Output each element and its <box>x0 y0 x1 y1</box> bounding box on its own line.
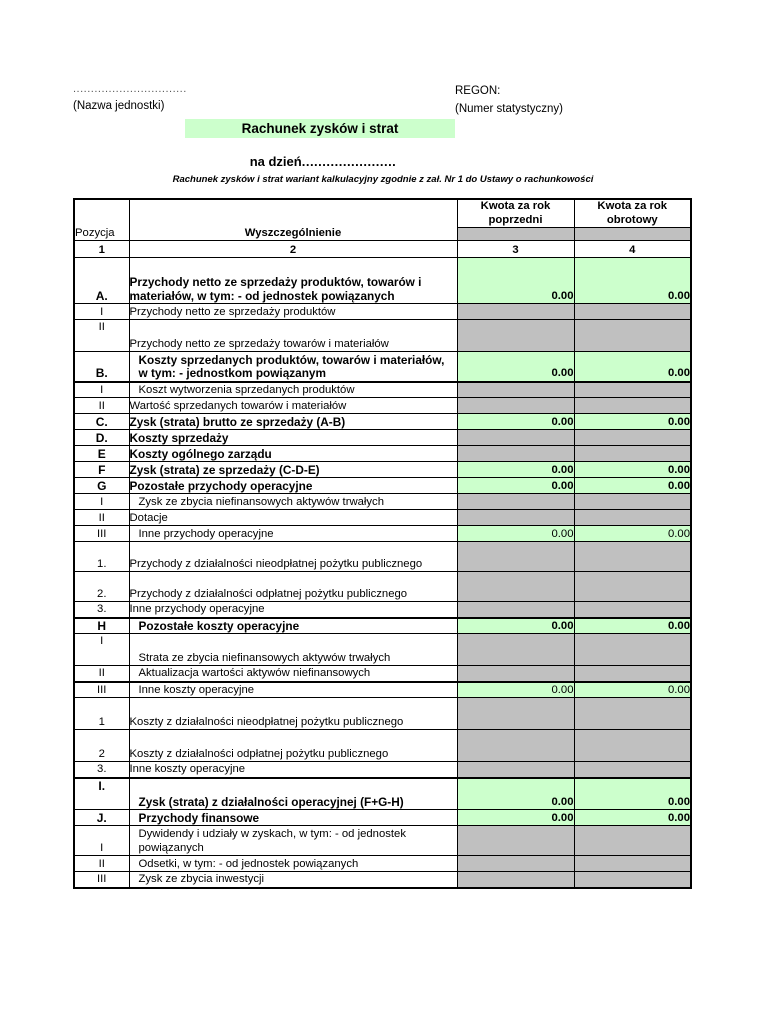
table-row <box>74 382 691 398</box>
table-row <box>74 542 691 572</box>
table-row <box>74 778 691 810</box>
row-description: Aktualizacja wartości aktywów niefinansowych <box>129 666 457 682</box>
row-position: III <box>74 872 129 888</box>
column-header-prev-year-line2: poprzedni <box>488 213 543 226</box>
row-amount-prev-year[interactable]: 0.00 <box>457 810 574 826</box>
table-row <box>74 762 691 778</box>
row-description: Koszty sprzedaży <box>129 430 457 446</box>
row-position: B. <box>74 352 129 382</box>
regon-sublabel: (Numer statystyczny) <box>455 103 563 115</box>
table-body <box>74 258 691 888</box>
row-amount-prev-year[interactable] <box>457 856 574 872</box>
row-amount-curr-year[interactable] <box>574 856 691 872</box>
column-number-prev-year: 3 <box>457 241 574 258</box>
row-position: C. <box>74 414 129 430</box>
row-amount-curr-year[interactable]: 0.00 <box>574 462 691 478</box>
row-amount-prev-year[interactable]: 0.00 <box>457 462 574 478</box>
row-description: Zysk ze zbycia inwestycji <box>129 872 457 888</box>
row-position: E <box>74 446 129 462</box>
row-amount-prev-year[interactable] <box>457 382 574 398</box>
row-description: Dotacje <box>129 510 457 526</box>
row-description: Przychody z działalności nieodpłatnej pożytku publicznego <box>129 542 457 572</box>
table-row <box>74 618 691 634</box>
row-amount-prev-year[interactable] <box>457 762 574 778</box>
row-amount-prev-year[interactable] <box>457 634 574 666</box>
table-row <box>74 258 691 304</box>
row-description: Odsetki, w tym: - od jednostek powiązanych <box>129 856 457 872</box>
profit-loss-table <box>73 198 692 889</box>
column-number-description: 2 <box>129 241 457 258</box>
header-spacer-prev-year <box>457 228 574 241</box>
row-position: D. <box>74 430 129 446</box>
as-of-date-line <box>73 154 573 169</box>
column-header-prev-year-line1: Kwota za rok <box>480 200 551 212</box>
row-amount-curr-year[interactable] <box>574 602 691 618</box>
row-amount-curr-year[interactable]: 0.00 <box>574 618 691 634</box>
row-amount-prev-year[interactable] <box>457 826 574 856</box>
table-row <box>74 462 691 478</box>
row-description: Zysk ze zbycia niefinansowych aktywów trwałych <box>129 494 457 510</box>
row-amount-curr-year[interactable] <box>574 304 691 320</box>
row-amount-curr-year[interactable] <box>574 730 691 762</box>
row-position: 2 <box>74 730 129 762</box>
row-amount-curr-year[interactable]: 0.00 <box>574 258 691 304</box>
table-row <box>74 810 691 826</box>
row-amount-prev-year[interactable] <box>457 730 574 762</box>
row-amount-curr-year[interactable] <box>574 634 691 666</box>
regon-label: REGON: <box>455 85 501 97</box>
row-amount-curr-year[interactable] <box>574 446 691 462</box>
column-header-description: Wyszczególnienie <box>129 199 457 241</box>
row-amount-curr-year[interactable] <box>574 872 691 888</box>
row-amount-curr-year[interactable] <box>574 762 691 778</box>
row-position: I <box>74 826 129 856</box>
row-amount-curr-year[interactable]: 0.00 <box>574 414 691 430</box>
table-row <box>74 414 691 430</box>
row-amount-prev-year[interactable] <box>457 666 574 682</box>
row-position: II <box>74 510 129 526</box>
row-amount-curr-year[interactable] <box>574 510 691 526</box>
row-description: Strata ze zbycia niefinansowych aktywów trwałych <box>129 634 457 666</box>
table-row <box>74 634 691 666</box>
row-amount-prev-year[interactable]: 0.00 <box>457 778 574 810</box>
row-amount-prev-year[interactable] <box>457 398 574 414</box>
row-position: II <box>74 666 129 682</box>
profit-loss-table-container <box>73 198 690 889</box>
row-position: 2. <box>74 572 129 602</box>
header-row-titles <box>74 199 691 228</box>
unit-name-dotted-line: ................................ <box>73 83 187 95</box>
table-row <box>74 352 691 382</box>
row-position: I <box>74 382 129 398</box>
row-description: Dywidendy i udziały w zyskach, w tym: - od jednostek powiązanych <box>129 826 457 856</box>
row-amount-prev-year[interactable] <box>457 872 574 888</box>
row-amount-curr-year[interactable] <box>574 666 691 682</box>
table-row <box>74 572 691 602</box>
row-position: H <box>74 618 129 634</box>
table-row <box>74 872 691 888</box>
table-row <box>74 526 691 542</box>
table-row <box>74 730 691 762</box>
row-position: 1 <box>74 698 129 730</box>
table-head <box>74 199 691 258</box>
row-position: J. <box>74 810 129 826</box>
row-amount-prev-year[interactable] <box>457 320 574 352</box>
table-row <box>74 320 691 352</box>
row-amount-prev-year[interactable]: 0.00 <box>457 526 574 542</box>
row-description: Inne przychody operacyjne <box>129 602 457 618</box>
row-amount-prev-year[interactable]: 0.00 <box>457 478 574 494</box>
row-amount-curr-year[interactable]: 0.00 <box>574 478 691 494</box>
table-row <box>74 478 691 494</box>
column-header-curr-year-line2: obrotowy <box>606 213 658 226</box>
row-amount-curr-year[interactable]: 0.00 <box>574 682 691 698</box>
row-amount-curr-year[interactable]: 0.00 <box>574 810 691 826</box>
row-description: Koszty z działalności odpłatnej pożytku publicznego <box>129 730 457 762</box>
row-amount-curr-year[interactable] <box>574 572 691 602</box>
row-amount-curr-year[interactable] <box>574 826 691 856</box>
header-spacer-curr-year <box>574 228 691 241</box>
row-amount-curr-year[interactable]: 0.00 <box>574 778 691 810</box>
row-position: 1. <box>74 542 129 572</box>
row-description: Inne koszty operacyjne <box>129 762 457 778</box>
row-description: Przychody netto ze sprzedaży produktów, towarów i materiałów, w tym: - od jednostek powiązanych <box>129 258 457 304</box>
row-description: Koszt wytworzenia sprzedanych produktów <box>129 382 457 398</box>
row-amount-prev-year[interactable] <box>457 430 574 446</box>
row-amount-curr-year[interactable] <box>574 494 691 510</box>
row-amount-curr-year[interactable] <box>574 320 691 352</box>
row-amount-curr-year[interactable] <box>574 542 691 572</box>
table-row <box>74 430 691 446</box>
row-amount-prev-year[interactable]: 0.00 <box>457 414 574 430</box>
row-description: Zysk (strata) brutto ze sprzedaży (A-B) <box>129 414 457 430</box>
row-description: Przychody finansowe <box>129 810 457 826</box>
row-amount-prev-year[interactable] <box>457 304 574 320</box>
row-description: Zysk (strata) ze sprzedaży (C-D-E) <box>129 462 457 478</box>
column-header-prev-year <box>457 199 574 228</box>
column-header-curr-year-line1: Kwota za rok <box>597 200 668 212</box>
row-amount-prev-year[interactable] <box>457 542 574 572</box>
row-description: Koszty ogólnego zarządu <box>129 446 457 462</box>
row-description: Koszty z działalności nieodpłatnej pożytku publicznego <box>129 698 457 730</box>
row-amount-prev-year[interactable] <box>457 510 574 526</box>
row-amount-prev-year[interactable]: 0.00 <box>457 258 574 304</box>
unit-name-block <box>73 84 403 114</box>
row-position: I <box>74 304 129 320</box>
document-header <box>73 84 693 194</box>
column-header-position: Pozycja <box>74 199 129 241</box>
column-number-curr-year: 4 <box>574 241 691 258</box>
table-row <box>74 602 691 618</box>
row-amount-curr-year[interactable] <box>574 430 691 446</box>
regon-block <box>455 84 695 117</box>
row-description: Inne koszty operacyjne <box>129 682 457 698</box>
as-of-dotted-line: ....................... <box>301 154 397 169</box>
row-position: F <box>74 462 129 478</box>
row-amount-prev-year[interactable]: 0.00 <box>457 352 574 382</box>
row-description: Przychody netto ze sprzedaży produktów <box>129 304 457 320</box>
row-position: II <box>74 320 129 352</box>
row-position: I <box>74 634 129 666</box>
row-amount-prev-year[interactable] <box>457 494 574 510</box>
row-position: III <box>74 682 129 698</box>
table-row <box>74 682 691 698</box>
row-description: Koszty sprzedanych produktów, towarów i materiałów, w tym: - jednostkom powiązanym <box>129 352 457 382</box>
row-position: A. <box>74 258 129 304</box>
row-amount-curr-year[interactable] <box>574 398 691 414</box>
row-position: II <box>74 398 129 414</box>
table-row <box>74 856 691 872</box>
table-row <box>74 826 691 856</box>
row-description: Pozostałe przychody operacyjne <box>129 478 457 494</box>
row-description: Przychody netto ze sprzedaży towarów i materiałów <box>129 320 457 352</box>
row-amount-curr-year[interactable]: 0.00 <box>574 352 691 382</box>
unit-name-label: (Nazwa jednostki) <box>73 100 165 112</box>
row-position: 3. <box>74 762 129 778</box>
header-row-numbers <box>74 241 691 258</box>
row-description: Zysk (strata) z działalności operacyjnej (F+G-H) <box>129 778 457 810</box>
table-row <box>74 398 691 414</box>
document-subtitle: Rachunek zysków i strat wariant kalkulacyjny zgodnie z zał. Nr 1 do Ustawy o rachunkowości <box>172 174 594 185</box>
row-description: Wartość sprzedanych towarów i materiałów <box>129 398 457 414</box>
table-row <box>74 304 691 320</box>
table-row <box>74 698 691 730</box>
row-amount-curr-year[interactable]: 0.00 <box>574 526 691 542</box>
row-position: I. <box>74 778 129 810</box>
row-position: 3. <box>74 602 129 618</box>
row-position: III <box>74 526 129 542</box>
table-row <box>74 446 691 462</box>
row-position: I <box>74 494 129 510</box>
table-row <box>74 494 691 510</box>
document-title: Rachunek zysków i strat <box>185 119 455 138</box>
row-amount-curr-year[interactable] <box>574 698 691 730</box>
column-header-curr-year <box>574 199 691 228</box>
column-number-position: 1 <box>74 241 129 258</box>
row-description: Przychody z działalności odpłatnej pożytku publicznego <box>129 572 457 602</box>
row-amount-curr-year[interactable] <box>574 382 691 398</box>
row-amount-prev-year[interactable]: 0.00 <box>457 682 574 698</box>
row-amount-prev-year[interactable] <box>457 446 574 462</box>
table-row <box>74 510 691 526</box>
row-position: II <box>74 856 129 872</box>
row-description: Pozostałe koszty operacyjne <box>129 618 457 634</box>
row-amount-prev-year[interactable]: 0.00 <box>457 618 574 634</box>
as-of-label: na dzień <box>249 154 302 169</box>
table-row <box>74 666 691 682</box>
row-description: Inne przychody operacyjne <box>129 526 457 542</box>
row-amount-prev-year[interactable] <box>457 602 574 618</box>
row-amount-prev-year[interactable] <box>457 572 574 602</box>
row-position: G <box>74 478 129 494</box>
row-amount-prev-year[interactable] <box>457 698 574 730</box>
